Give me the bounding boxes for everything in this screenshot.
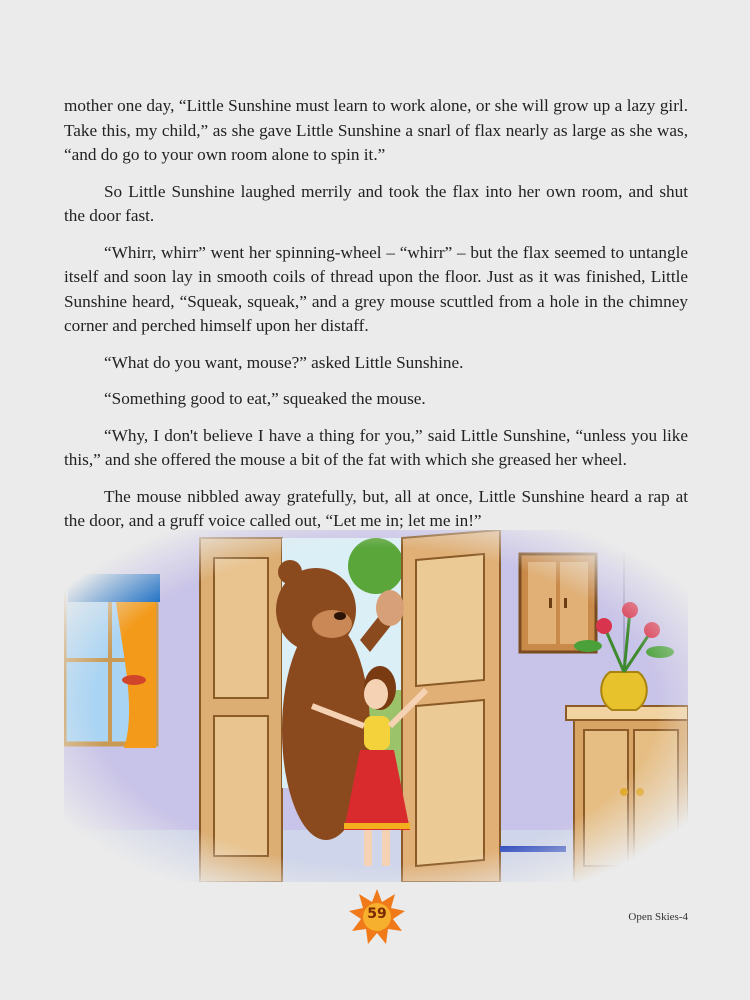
page-number-badge (348, 888, 406, 946)
story-paragraph: “What do you want, mouse?” asked Little Sunshine. (104, 352, 464, 372)
story-paragraph: “Whirr, whirr” went her spinning-wheel – “whirr” – but the flax seemed to untangle itself and soon lay in smooth coils of thread upon the floor. Just as it was finished, Little Sunshine heard, “Squeak, squeak,” and a grey mouse scuttled from a hole in the chimney corner and perched himself upon her distaff. (64, 242, 688, 335)
vignette (64, 530, 688, 882)
story-paragraph: The mouse nibbled away gratefully, but, all at once, Little Sunshine heard a rap at the door, and a gruff voice called out, “Let me in; let me in!” (64, 486, 688, 530)
page-number: 59 (367, 906, 387, 922)
story-paragraph: mother one day, “Little Sunshine must learn to work alone, or she will grow up a lazy girl. Take this, my child,” as she gave Little Sunshine a snarl of flax nearly as large as she was, “and do go to your own room alone to spin it.” (64, 96, 688, 164)
story-paragraph: So Little Sunshine laughed merrily and took the flax into her own room, and shut the door fast. (64, 181, 688, 225)
story-paragraph: “Something good to eat,” squeaked the mouse. (104, 389, 426, 408)
story-text (64, 94, 688, 546)
story-paragraph: “Why, I don't believe I have a thing for you,” said Little Sunshine, “unless you like this,” and she offered the mouse a bit of the fat with which she greased her wheel. (64, 425, 688, 469)
story-illustration (64, 530, 688, 882)
book-title: Open Skies-4 (628, 911, 688, 923)
